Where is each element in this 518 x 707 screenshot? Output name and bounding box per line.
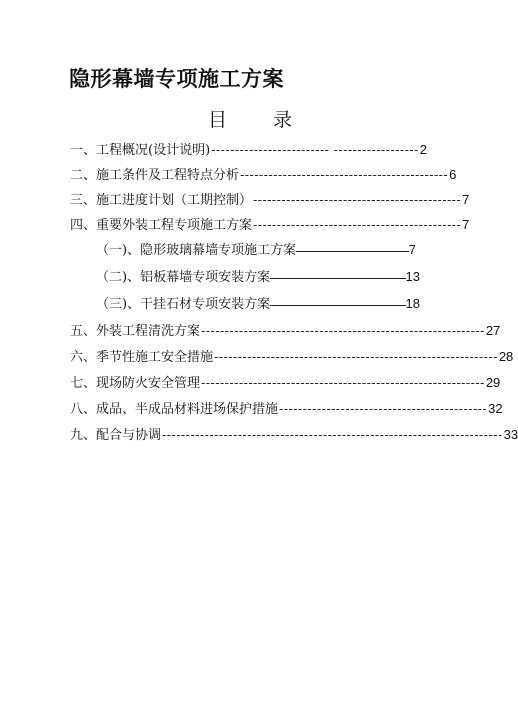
toc-entry-leader: ------------------------------------------------------------ (201, 376, 485, 390)
toc-entry-page: 2 (419, 142, 427, 157)
document-title: 隐形幕墙专项施工方案 (69, 66, 284, 91)
toc-entry-page: 18 (405, 296, 420, 311)
toc-entry-label: 一、工程概况(设计说明) (70, 143, 211, 158)
toc-entry-label: 四、重要外装工程专项施工方案 (70, 218, 253, 233)
toc-entry-label: 八、成品、半成品材料进场保护措施 (70, 402, 279, 417)
toc-entry-leader: -------------------------------------------- (240, 168, 449, 182)
toc-entry-label: （三)、干挂石材专项安装方案 (96, 297, 271, 312)
toc-entry-leader-line (296, 251, 409, 253)
toc-entry[interactable] (70, 320, 501, 342)
toc-entry-label: 七、现场防火安全管理 (70, 376, 201, 391)
toc-entry[interactable] (70, 139, 427, 161)
toc-entry-leader: -------------------------------------------- (279, 402, 488, 416)
toc-entry-leader: ------------------------- ------------------ (211, 143, 419, 157)
toc-subentry[interactable] (96, 293, 420, 315)
toc-entry-leader: ------------------------------------------------------------------------ (162, 428, 503, 442)
toc-entry-page: 7 (462, 217, 470, 232)
toc-subentry[interactable] (96, 239, 416, 261)
toc-entry-page: 6 (449, 167, 457, 182)
toc-entry[interactable] (70, 372, 501, 394)
toc-entry-leader: -------------------------------------------- (253, 218, 462, 232)
toc-entry[interactable] (70, 214, 470, 236)
toc-entry-page: 7 (408, 242, 416, 257)
toc-entry[interactable] (70, 398, 503, 420)
toc-entry[interactable] (70, 346, 514, 368)
toc-entry-label: （二)、铝板幕墙专项安装方案 (96, 270, 271, 285)
toc-entry-page: 7 (462, 192, 470, 207)
toc-entry-leader: ------------------------------------------------------------ (214, 350, 498, 364)
toc-entry-label: 六、季节性施工安全措施 (70, 350, 214, 365)
toc-entry-page: 28 (498, 349, 514, 364)
toc-entry-leader-line (270, 305, 405, 307)
toc-entry-page: 27 (485, 323, 501, 338)
toc-entry-leader-line (270, 278, 405, 280)
toc-entry-label: 三、施工进度计划（工期控制） (70, 193, 253, 208)
toc-heading: 目 录 (207, 109, 313, 131)
toc-entry[interactable] (70, 189, 470, 211)
toc-entry-label: 九、配合与协调 (70, 428, 162, 443)
toc-entry-label: 五、外装工程清洗方案 (70, 324, 201, 339)
toc-entry-page: 32 (488, 401, 503, 416)
toc-entry[interactable] (70, 424, 518, 446)
toc-entry-page: 33 (503, 427, 518, 442)
toc-entry-page: 29 (485, 375, 501, 390)
toc-entry-leader: ------------------------------------------------------------ (201, 324, 485, 338)
toc-entry-label: （一)、隐形玻璃幕墙专项施工方案 (96, 243, 297, 258)
toc-entry[interactable] (70, 164, 457, 186)
toc-subentry[interactable] (96, 266, 420, 288)
toc-entry-page: 13 (405, 269, 420, 284)
toc-entry-label: 二、施工条件及工程特点分析 (70, 168, 240, 183)
toc-entry-leader: -------------------------------------------- (253, 193, 462, 207)
